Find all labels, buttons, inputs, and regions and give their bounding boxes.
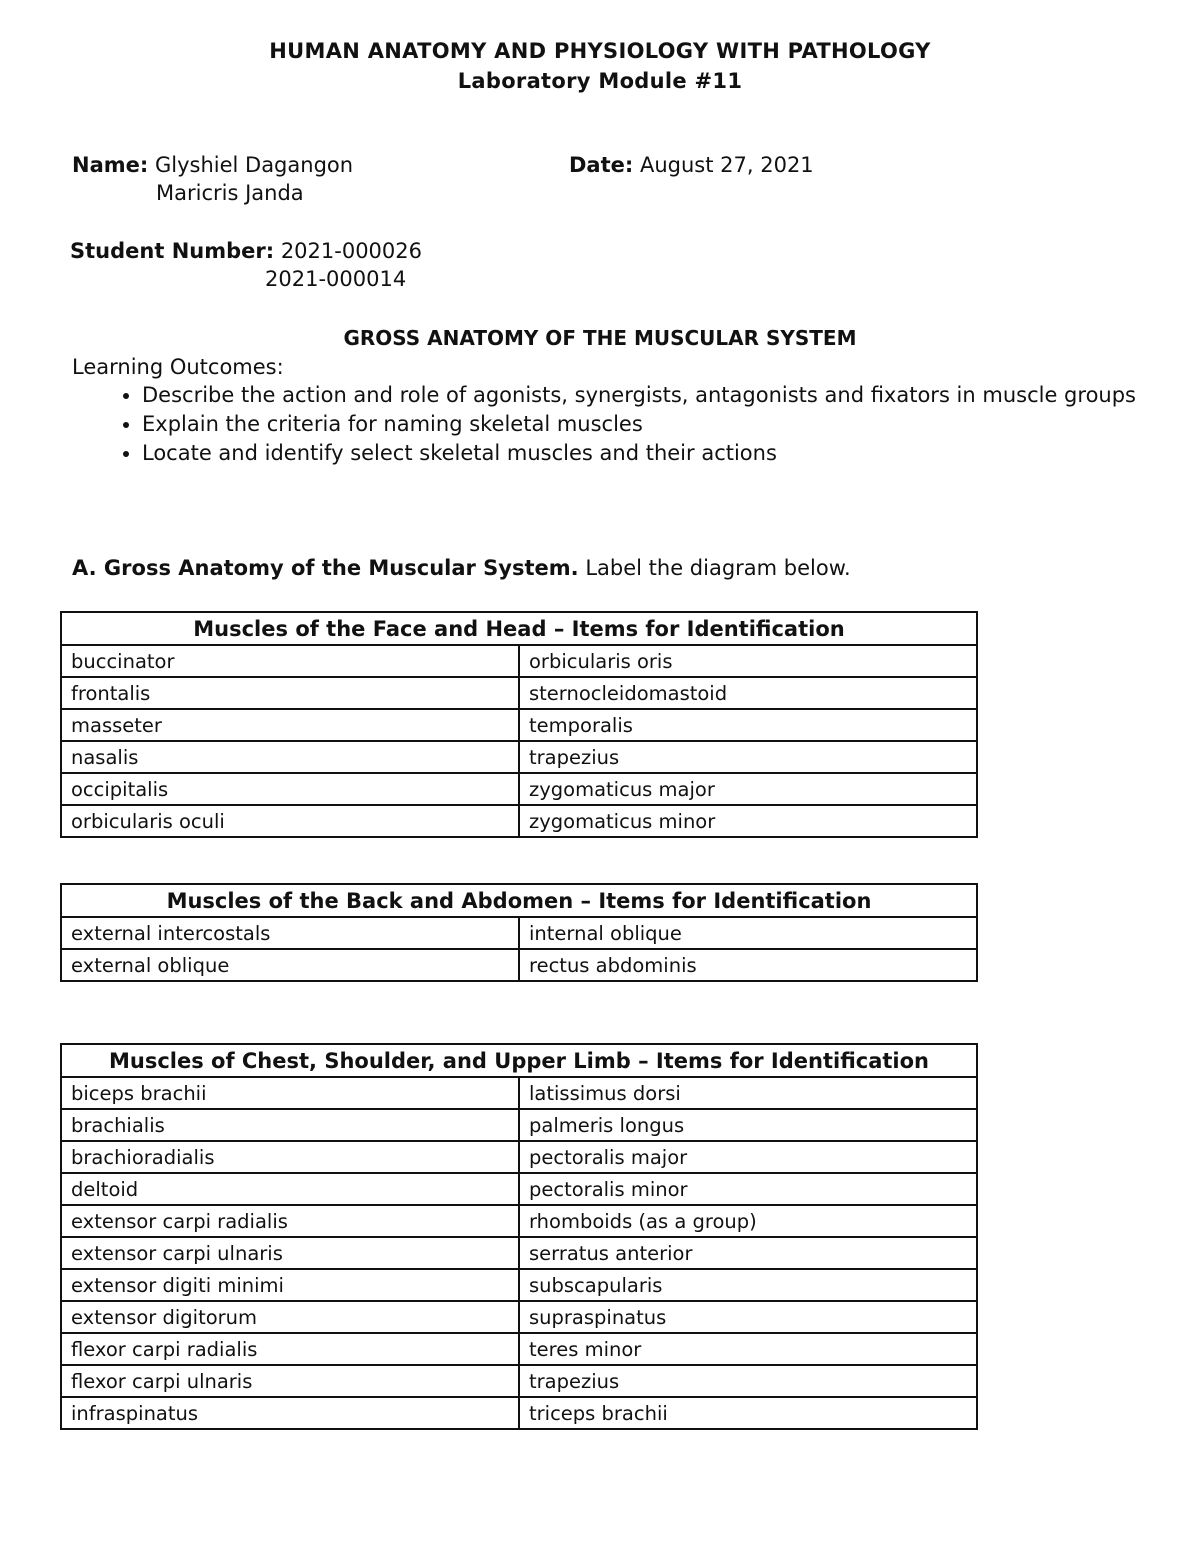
muscle-name-cell: orbicularis oris <box>519 645 977 677</box>
muscle-name-cell: zygomaticus minor <box>519 805 977 837</box>
muscle-name-cell: external oblique <box>61 949 519 981</box>
back-abdomen-muscles-table <box>60 883 978 982</box>
part-a-heading <box>72 556 851 580</box>
table-row <box>61 773 977 805</box>
module-number: Laboratory Module #11 <box>457 69 743 93</box>
muscle-name-cell: occipitalis <box>61 773 519 805</box>
muscle-name-cell: masseter <box>61 709 519 741</box>
student-number-2: 2021-000014 <box>265 267 407 291</box>
student-name-1: Glyshiel Dagangon <box>154 153 354 177</box>
table-row <box>61 1397 977 1429</box>
table-row <box>61 1237 977 1269</box>
muscle-name-cell: buccinator <box>61 645 519 677</box>
student-number-label: Student Number: <box>70 239 275 263</box>
table-row <box>61 1077 977 1109</box>
muscle-name-cell: teres minor <box>519 1333 977 1365</box>
muscle-name-cell: temporalis <box>519 709 977 741</box>
part-a-instruction: Label the diagram below. <box>585 556 851 580</box>
table-row <box>61 709 977 741</box>
muscle-name-cell: external intercostals <box>61 917 519 949</box>
muscle-name-cell: pectoralis minor <box>519 1173 977 1205</box>
muscle-name-cell: orbicularis oculi <box>61 805 519 837</box>
name-label: Name: <box>72 153 149 177</box>
muscle-name-cell: flexor carpi ulnaris <box>61 1365 519 1397</box>
muscle-name-cell: zygomaticus major <box>519 773 977 805</box>
table-row <box>61 917 977 949</box>
date-label: Date: <box>569 153 634 177</box>
table-row <box>61 1333 977 1365</box>
table-row <box>61 677 977 709</box>
table-row <box>61 1269 977 1301</box>
muscle-name-cell: extensor carpi radialis <box>61 1205 519 1237</box>
muscle-name-cell: frontalis <box>61 677 519 709</box>
muscle-name-cell: nasalis <box>61 741 519 773</box>
muscle-name-cell: supraspinatus <box>519 1301 977 1333</box>
table-row <box>61 645 977 677</box>
table-title: Muscles of Chest, Shoulder, and Upper Limb – Items for Identification <box>61 1044 977 1077</box>
muscle-name-cell: brachioradialis <box>61 1141 519 1173</box>
table-title-row <box>61 612 977 645</box>
table-title-row <box>61 884 977 917</box>
muscle-name-cell: biceps brachii <box>61 1077 519 1109</box>
chest-shoulder-limb-muscles-table <box>60 1043 978 1430</box>
muscle-name-cell: trapezius <box>519 741 977 773</box>
muscle-name-cell: flexor carpi radialis <box>61 1333 519 1365</box>
table-row <box>61 949 977 981</box>
table-title-row <box>61 1044 977 1077</box>
learning-outcome-item: • Locate and identify select skeletal muscles and their actions <box>142 439 1200 468</box>
date-field <box>569 151 814 179</box>
table-row <box>61 1109 977 1141</box>
table-row <box>61 1141 977 1173</box>
table-title: Muscles of the Back and Abdomen – Items for Identification <box>61 884 977 917</box>
muscle-name-cell: triceps brachii <box>519 1397 977 1429</box>
muscle-name-cell: extensor digiti minimi <box>61 1269 519 1301</box>
learning-outcomes-label: Learning Outcomes: <box>72 355 284 379</box>
name-field <box>72 151 353 179</box>
muscle-name-cell: extensor carpi ulnaris <box>61 1237 519 1269</box>
muscle-name-cell: trapezius <box>519 1365 977 1397</box>
table-row <box>61 741 977 773</box>
student-number-field <box>70 237 422 265</box>
muscle-name-cell: rectus abdominis <box>519 949 977 981</box>
learning-outcomes-list <box>72 381 1200 468</box>
muscle-name-cell: palmeris longus <box>519 1109 977 1141</box>
table-row <box>61 1301 977 1333</box>
document-title: HUMAN ANATOMY AND PHYSIOLOGY WITH PATHOLOGY <box>269 39 931 63</box>
part-a-title: A. Gross Anatomy of the Muscular System. <box>72 556 579 580</box>
muscle-name-cell: sternocleidomastoid <box>519 677 977 709</box>
learning-outcome-item: • Describe the action and role of agonists, synergists, antagonists and fixators in muscle groups <box>142 381 1200 410</box>
face-head-muscles-table <box>60 611 978 838</box>
muscle-name-cell: extensor digitorum <box>61 1301 519 1333</box>
date-value: August 27, 2021 <box>639 153 814 177</box>
table-title: Muscles of the Face and Head – Items for Identification <box>61 612 977 645</box>
table-row <box>61 1365 977 1397</box>
muscle-name-cell: internal oblique <box>519 917 977 949</box>
muscle-name-cell: serratus anterior <box>519 1237 977 1269</box>
muscle-name-cell: subscapularis <box>519 1269 977 1301</box>
student-number-1: 2021-000026 <box>280 239 422 263</box>
table-row <box>61 805 977 837</box>
muscle-name-cell: rhomboids (as a group) <box>519 1205 977 1237</box>
muscle-name-cell: brachialis <box>61 1109 519 1141</box>
table-row <box>61 1173 977 1205</box>
muscle-name-cell: pectoralis major <box>519 1141 977 1173</box>
section-title: GROSS ANATOMY OF THE MUSCULAR SYSTEM <box>343 326 857 350</box>
muscle-name-cell: infraspinatus <box>61 1397 519 1429</box>
student-name-2: Maricris Janda <box>156 181 304 205</box>
muscle-name-cell: latissimus dorsi <box>519 1077 977 1109</box>
learning-outcome-item: • Explain the criteria for naming skeletal muscles <box>142 410 1200 439</box>
table-row <box>61 1205 977 1237</box>
muscle-name-cell: deltoid <box>61 1173 519 1205</box>
